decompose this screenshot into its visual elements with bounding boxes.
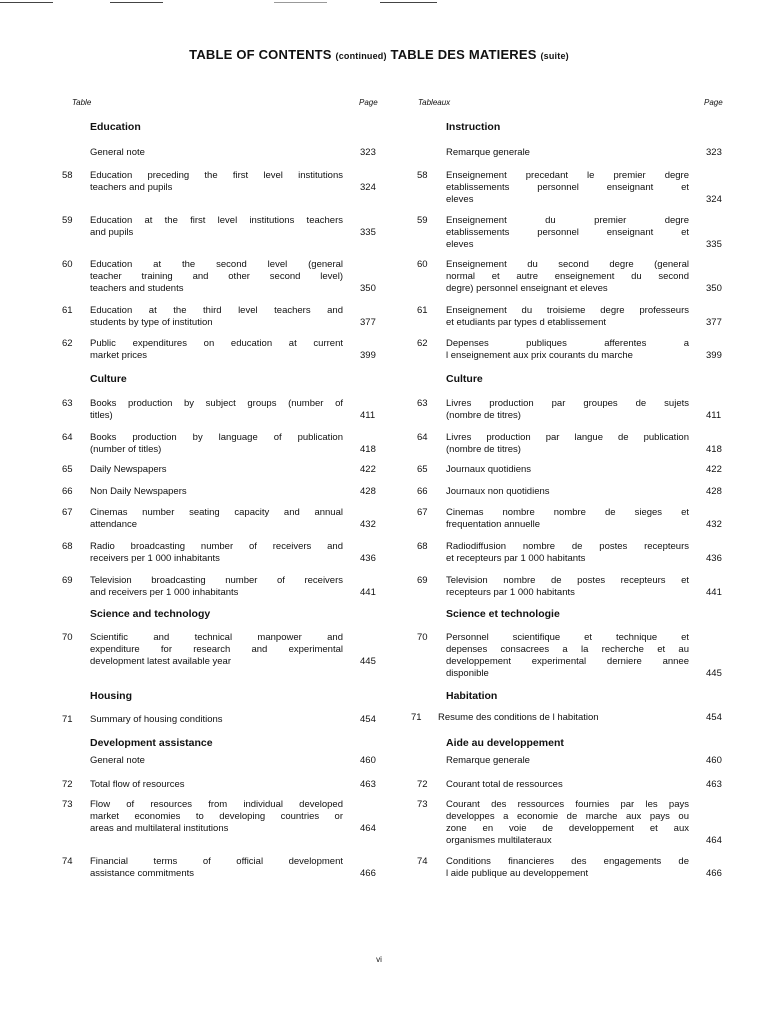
entry-title-line: Education at the second level (general: [90, 259, 343, 270]
page-ref: 441: [360, 587, 376, 598]
entry-title: [90, 147, 343, 159]
entry-title-line: teacher training and other second level): [90, 271, 343, 282]
entry-title-line: Radio broadcasting number of receivers and: [90, 541, 343, 552]
page-ref: 324: [706, 194, 722, 205]
entry-title-line: Television nombre de postes recepteurs et: [446, 575, 689, 586]
entry-title-line: titles): [90, 410, 113, 421]
entry-title-line: General note: [90, 147, 145, 158]
entry-title: [446, 147, 689, 159]
page-ref: 466: [706, 868, 722, 879]
title-fr-sub: (suite): [540, 51, 569, 61]
entry-title: [446, 632, 689, 680]
table-number: 62: [417, 338, 428, 349]
entry-title-line: General note: [90, 755, 145, 766]
entry-title-line: teachers and students: [90, 283, 184, 294]
entry-title-line: Flow of resources from individual developed: [90, 799, 343, 810]
entry-title-line: and pupils: [90, 227, 134, 238]
entry-title-line: Livres production par langue de publication: [446, 432, 689, 443]
entry-title-line: Education at the third level teachers and: [90, 305, 343, 316]
top-rule: [110, 2, 163, 3]
table-number: 68: [417, 541, 428, 552]
page-ref: 428: [360, 486, 376, 497]
entry-title-line: and receivers per 1 000 inhabitants: [90, 587, 239, 598]
section-heading-en: Culture: [90, 373, 127, 385]
page-ref: 466: [360, 868, 376, 879]
entry-title: [90, 464, 343, 476]
page-ref: 350: [706, 283, 722, 294]
table-number: 65: [417, 464, 428, 475]
entry-title: [90, 338, 343, 362]
entry-title-line: Summary of housing conditions: [90, 714, 223, 725]
page-ref: 418: [706, 444, 722, 455]
entry-title: [446, 779, 689, 791]
page-ref: 411: [706, 410, 722, 421]
entry-title-line: expenditure for research and experimental: [90, 644, 343, 655]
table-number: 69: [62, 575, 73, 586]
entry-title-line: Radiodiffusion nombre de postes recepteurs: [446, 541, 689, 552]
entry-title-line: Enseignement du premier degre: [446, 215, 689, 226]
section-heading-fr: Aide au developpement: [446, 737, 564, 749]
entry-title: [446, 507, 689, 531]
table-number: 61: [62, 305, 73, 316]
right-table-header: Tableaux: [418, 98, 451, 107]
table-number: 58: [417, 170, 428, 181]
section-heading-fr: Science et technologie: [446, 608, 560, 620]
entry-title-line: Scientific and technical manpower and: [90, 632, 343, 643]
table-number: 73: [417, 799, 428, 810]
entry-title-line: Books production by language of publication: [90, 432, 343, 443]
page-ref: 445: [706, 668, 722, 679]
page-ref: 445: [360, 656, 376, 667]
table-number: 63: [417, 398, 428, 409]
table-number: 71: [411, 712, 422, 723]
table-number: 61: [417, 305, 428, 316]
entry-title: [90, 215, 343, 239]
entry-title-line: attendance: [90, 519, 138, 530]
page-ref: 335: [360, 227, 376, 238]
page-ref: 460: [360, 755, 376, 766]
entry-title-line: disponible: [446, 668, 489, 679]
entry-title-line: Television broadcasting number of receivers: [90, 575, 343, 586]
table-number: 70: [417, 632, 428, 643]
page-ref: 454: [706, 712, 722, 723]
entry-title-line: Remarque generale: [446, 755, 530, 766]
top-rule: [0, 2, 53, 3]
entry-title-line: market economies to developing countries or: [90, 811, 343, 822]
entry-title-line: Financial terms of official development: [90, 856, 343, 867]
entry-title-line: degre) personnel enseignant et eleves: [446, 283, 608, 294]
entry-title-line: Education preceding the first level institutions: [90, 170, 343, 181]
entry-title: [446, 799, 689, 847]
entry-title-line: areas and multilateral institutions: [90, 823, 229, 834]
entry-title: [446, 398, 689, 422]
entry-title: [446, 338, 689, 362]
entry-title-line: Non Daily Newspapers: [90, 486, 187, 497]
page-ref: 428: [706, 486, 722, 497]
page-ref: 350: [360, 283, 376, 294]
entry-title-line: l aide publique au developpement: [446, 868, 589, 879]
page-ref: 454: [360, 714, 376, 725]
entry-title-line: Conditions financieres des engagements de: [446, 856, 689, 867]
table-number: 74: [417, 856, 428, 867]
entry-title: [90, 305, 343, 329]
entry-title-line: Enseignement precedant le premier degre: [446, 170, 689, 181]
entry-title: [90, 632, 343, 668]
entry-title-line: receivers per 1 000 inhabitants: [90, 553, 220, 564]
entry-title-line: eleves: [446, 239, 474, 250]
entry-title-line: development latest available year: [90, 656, 232, 667]
section-heading-fr: Instruction: [446, 121, 501, 133]
entry-title: [446, 856, 689, 880]
table-number: 71: [62, 714, 73, 725]
page-ref: 463: [706, 779, 722, 790]
top-rule: [380, 2, 437, 3]
page-ref: 399: [360, 350, 376, 361]
entry-title: [438, 712, 689, 724]
entry-title-line: assistance commitments: [90, 868, 195, 879]
table-number: 68: [62, 541, 73, 552]
table-number: 70: [62, 632, 73, 643]
section-heading-fr: Habitation: [446, 690, 498, 702]
table-number: 67: [62, 507, 73, 518]
table-number: 67: [417, 507, 428, 518]
page-ref: 460: [706, 755, 722, 766]
entry-title-line: et recepteurs par 1 000 habitants: [446, 553, 586, 564]
entry-title-line: Books production by subject groups (number of: [90, 398, 343, 409]
entry-title-line: developpement experimental derniere annee: [446, 656, 689, 667]
entry-title: [90, 799, 343, 835]
entry-title-line: Education at the first level institutions teachers: [90, 215, 343, 226]
entry-title-line: Daily Newspapers: [90, 464, 167, 475]
table-number: 63: [62, 398, 73, 409]
entry-title-line: Cinemas number seating capacity and annual: [90, 507, 343, 518]
entry-title-line: Journaux quotidiens: [446, 464, 532, 475]
entry-title-line: et etudiants par types d etablissement: [446, 317, 607, 328]
table-number: 72: [62, 779, 73, 790]
entry-title-line: Journaux non quotidiens: [446, 486, 550, 497]
table-number: 65: [62, 464, 73, 475]
table-number: 60: [417, 259, 428, 270]
table-number: 58: [62, 170, 73, 181]
page-ref: 441: [706, 587, 722, 598]
entry-title: [90, 398, 343, 422]
entry-title-line: Livres production par groupes de sujets: [446, 398, 689, 409]
entry-title-line: etablissements personnel enseignant et: [446, 227, 689, 238]
section-heading-en: Housing: [90, 690, 132, 702]
page-ref: 432: [706, 519, 722, 530]
page-ref: 377: [706, 317, 722, 328]
entry-title-line: normal et autre enseignement du second: [446, 271, 689, 282]
left-page-header: Page: [359, 98, 378, 107]
entry-title: [90, 486, 343, 498]
page-ref: 463: [360, 779, 376, 790]
left-table-header: Table: [72, 98, 92, 107]
entry-title: [90, 259, 343, 295]
entry-title-line: organismes multilateraux: [446, 835, 552, 846]
entry-title-line: eleves: [446, 194, 474, 205]
entry-title-line: (nombre de titres): [446, 444, 521, 455]
entry-title: [90, 507, 343, 531]
entry-title: [446, 575, 689, 599]
entry-title-line: Resume des conditions de l habitation: [438, 712, 599, 723]
page-ref: 323: [360, 147, 376, 158]
entry-title-line: market prices: [90, 350, 148, 361]
page-ref: 464: [706, 835, 722, 846]
entry-title-line: Courant total de ressources: [446, 779, 563, 790]
entry-title: [446, 259, 689, 295]
entry-title-line: Remarque generale: [446, 147, 530, 158]
entry-title-line: Enseignement du troisieme degre professeurs: [446, 305, 689, 316]
page-ref: 335: [706, 239, 722, 250]
entry-title: [446, 170, 689, 206]
entry-title: [446, 755, 689, 767]
top-rule: [274, 2, 327, 3]
entry-title-line: teachers and pupils: [90, 182, 173, 193]
entry-title-line: Personnel scientifique et technique et: [446, 632, 689, 643]
page-ref: 411: [360, 410, 376, 421]
right-page-header: Page: [704, 98, 723, 107]
entry-title: [446, 215, 689, 251]
section-heading-en: Science and technology: [90, 608, 211, 620]
table-number: 72: [417, 779, 428, 790]
entry-title: [90, 170, 343, 194]
entry-title: [90, 575, 343, 599]
table-number: 74: [62, 856, 73, 867]
page-ref: 436: [360, 553, 376, 564]
entry-title-line: etablissements personnel enseignant et: [446, 182, 689, 193]
page-ref: 422: [360, 464, 376, 475]
section-heading-en: Education: [90, 121, 141, 133]
page-ref: 324: [360, 182, 376, 193]
entry-title-line: zone en voie de developpement et aux: [446, 823, 689, 834]
table-number: 59: [417, 215, 428, 226]
entry-title: [90, 714, 343, 726]
table-number: 66: [417, 486, 428, 497]
table-number: 69: [417, 575, 428, 586]
table-number: 66: [62, 486, 73, 497]
entry-title-line: Enseignement du second degre (general: [446, 259, 689, 270]
section-heading-en: Development assistance: [90, 737, 213, 749]
entry-title-line: developpes a economie de marche aux pays ou: [446, 811, 689, 822]
table-number: 64: [62, 432, 73, 443]
page-ref: 464: [360, 823, 376, 834]
table-number: 59: [62, 215, 73, 226]
title-fr: TABLE DES MATIERES: [390, 47, 537, 62]
entry-title-line: recepteurs par 1 000 habitants: [446, 587, 575, 598]
table-number: 73: [62, 799, 73, 810]
entry-title: [90, 779, 343, 791]
entry-title: [446, 541, 689, 565]
section-heading-fr: Culture: [446, 373, 483, 385]
page-number: vi: [376, 955, 382, 964]
table-number: 60: [62, 259, 73, 270]
entry-title-line: (number of titles): [90, 444, 162, 455]
entry-title: [446, 305, 689, 329]
entry-title-line: (nombre de titres): [446, 410, 521, 421]
entry-title: [90, 541, 343, 565]
entry-title: [446, 464, 689, 476]
entry-title-line: Cinemas nombre nombre de sieges et: [446, 507, 689, 518]
entry-title-line: Depenses publiques afferentes a: [446, 338, 689, 349]
page-ref: 418: [360, 444, 376, 455]
entry-title: [90, 755, 343, 767]
page-ref: 432: [360, 519, 376, 530]
title-en-sub: (continued): [335, 51, 387, 61]
entry-title-line: depenses consacrees a la recherche et au: [446, 644, 689, 655]
entry-title: [446, 432, 689, 456]
page-ref: 399: [706, 350, 722, 361]
entry-title: [90, 856, 343, 880]
title-en: TABLE OF CONTENTS: [189, 47, 332, 62]
table-number: 62: [62, 338, 73, 349]
entry-title-line: Public expenditures on education at current: [90, 338, 343, 349]
entry-title: [446, 486, 689, 498]
page-ref: 323: [706, 147, 722, 158]
entry-title-line: frequentation annuelle: [446, 519, 541, 530]
page-ref: 377: [360, 317, 376, 328]
entry-title-line: students by type of institution: [90, 317, 213, 328]
table-number: 64: [417, 432, 428, 443]
page-ref: 436: [706, 553, 722, 564]
entry-title-line: Total flow of resources: [90, 779, 185, 790]
entry-title-line: Courant des ressources fournies par les pays: [446, 799, 689, 810]
entry-title-line: l enseignement aux prix courants du marche: [446, 350, 633, 361]
entry-title: [90, 432, 343, 456]
page-title: [0, 47, 758, 62]
page-ref: 422: [706, 464, 722, 475]
